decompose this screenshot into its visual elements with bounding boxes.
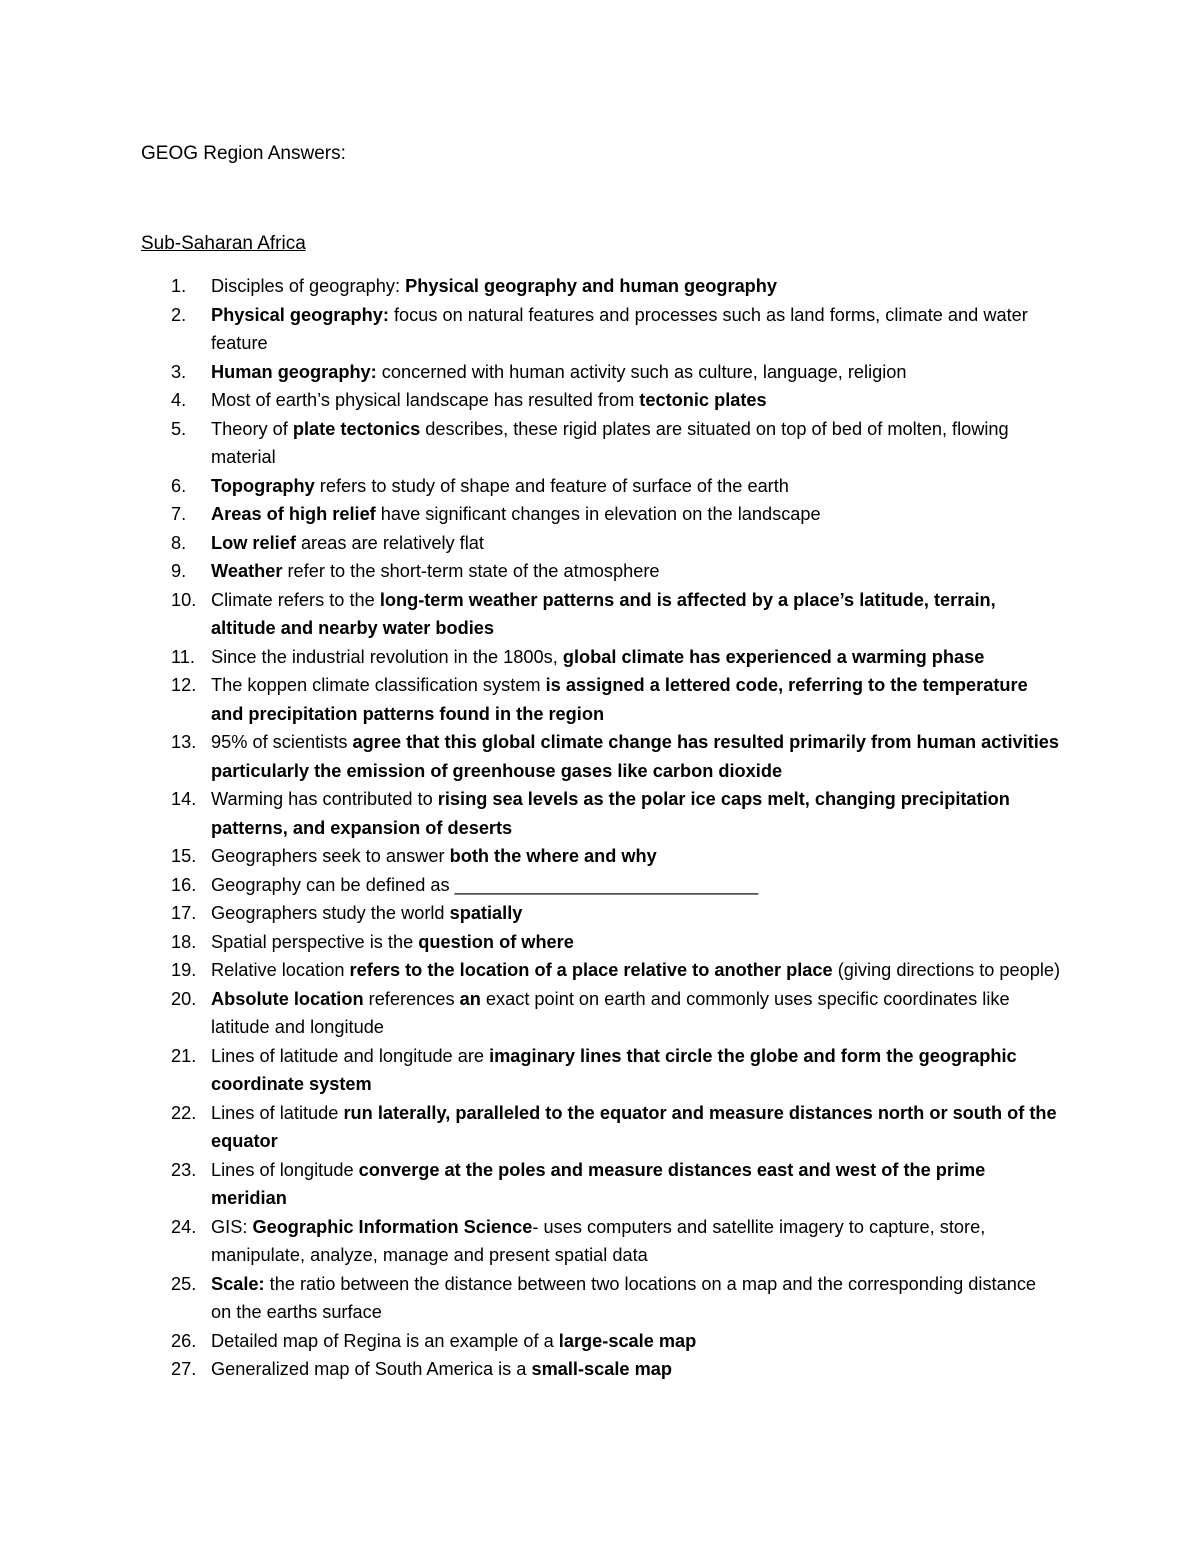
item-number: 3. xyxy=(171,361,187,382)
item-number: 20. xyxy=(171,988,197,1009)
item-number: 18. xyxy=(171,931,197,952)
list-item xyxy=(141,842,1061,871)
list-item xyxy=(141,1355,1061,1384)
item-text-bold: agree that this global climate change has resulted primarily from human activities particularly the emission of greenhouse gases like carbon dioxide xyxy=(211,732,1060,781)
item-text: Relative location xyxy=(211,960,350,980)
item-text: Lines of longitude xyxy=(211,1159,359,1180)
list-item xyxy=(141,557,1061,586)
item-number: 14. xyxy=(171,789,197,809)
item-number: 21. xyxy=(171,1045,197,1066)
list-item xyxy=(141,301,1061,358)
item-text-bold: Physical geography: xyxy=(211,304,389,325)
list-item xyxy=(141,272,1061,301)
list-item xyxy=(141,386,1061,415)
item-text-bold: imaginary lines that circle the globe and form the geographic coordinate system xyxy=(211,1045,1017,1094)
item-number: 16. xyxy=(171,874,197,895)
item-text-bold: spatially xyxy=(449,903,523,923)
item-text: Detailed map of Regina is an example of a xyxy=(211,1330,559,1351)
item-text: describes, these rigid plates are situated on top of bed of molten, flowing material xyxy=(211,418,1009,467)
item-text-bold: plate tectonics xyxy=(292,418,421,439)
list-item xyxy=(141,358,1061,387)
list-item xyxy=(141,472,1061,501)
item-text: focus on natural features and processes such as land forms, climate and water feature xyxy=(211,304,1028,353)
item-text: Warming has contributed to xyxy=(211,789,438,809)
list-item xyxy=(141,415,1061,472)
list-item xyxy=(141,586,1061,643)
item-number: 11. xyxy=(171,646,195,667)
item-number: 27. xyxy=(171,1359,197,1379)
list-item xyxy=(141,500,1061,529)
item-text-bold: small-scale map xyxy=(531,1359,672,1379)
item-text-bold: refers to the location of a place relative to another place xyxy=(349,960,833,980)
item-number: 22. xyxy=(171,1102,197,1123)
item-number: 26. xyxy=(171,1330,197,1351)
item-text: exact point on earth and commonly uses specific coordinates like latitude and longitude xyxy=(211,988,1010,1037)
list-item xyxy=(141,1156,1061,1213)
item-text: GIS: xyxy=(211,1216,253,1237)
item-text: 95% of scientists xyxy=(211,732,353,752)
list-item xyxy=(141,1099,1061,1156)
item-text: (giving directions to people) xyxy=(832,960,1061,980)
item-number: 8. xyxy=(171,532,187,553)
item-text: Climate refers to the xyxy=(211,589,380,610)
list-item xyxy=(141,1042,1061,1099)
item-text-bold: Low relief xyxy=(211,532,296,553)
item-text-bold: both the where and why xyxy=(449,846,657,866)
item-text: - uses computers and satellite imagery to capture, store, manipulate, analyze, manage and present spatial data xyxy=(211,1216,986,1265)
item-number: 23. xyxy=(171,1159,197,1180)
list-item xyxy=(141,671,1061,728)
answers-list xyxy=(141,272,1061,1384)
item-text: references xyxy=(363,988,460,1009)
item-text: refers to study of shape and feature of surface of the earth xyxy=(314,475,789,496)
item-text: Geography can be defined as ______________________________ xyxy=(211,874,759,895)
item-number: 9. xyxy=(171,561,187,581)
list-item xyxy=(141,1270,1061,1327)
item-number: 6. xyxy=(171,475,187,496)
section-heading: Sub-Saharan Africa xyxy=(141,233,306,254)
item-number: 7. xyxy=(171,504,187,524)
item-number: 17. xyxy=(171,903,197,923)
item-text-bold: Physical geography and human geography xyxy=(405,276,778,296)
item-number: 19. xyxy=(171,960,197,980)
list-item xyxy=(141,899,1061,928)
item-text: Theory of xyxy=(211,418,293,439)
item-number: 2. xyxy=(171,304,187,325)
item-text-bold: an xyxy=(459,988,481,1009)
item-text-bold: tectonic plates xyxy=(639,390,767,410)
item-text: Since the industrial revolution in the 1800s, xyxy=(211,646,563,667)
item-text-bold: run laterally, paralleled to the equator and measure distances north or south of the equator xyxy=(211,1102,1057,1151)
item-text: concerned with human activity such as culture, language, religion xyxy=(376,361,907,382)
item-number: 24. xyxy=(171,1216,197,1237)
item-text-bold: Absolute location xyxy=(211,988,364,1009)
item-text: refer to the short-term state of the atmosphere xyxy=(282,561,660,581)
list-item xyxy=(141,956,1061,985)
item-text: Geographers study the world xyxy=(211,903,450,923)
item-text-bold: Scale: xyxy=(211,1273,265,1294)
list-item xyxy=(141,928,1061,957)
list-item xyxy=(141,1327,1061,1356)
item-text: areas are relatively flat xyxy=(295,532,484,553)
item-number: 15. xyxy=(171,846,197,866)
item-text-bold: Geographic Information Science xyxy=(252,1216,533,1237)
item-number: 1. xyxy=(171,276,187,296)
item-number: 25. xyxy=(171,1273,197,1294)
item-text-bold: is assigned a lettered code, referring to the temperature and precipitation patterns found in the region xyxy=(211,675,1028,724)
item-text: Generalized map of South America is a xyxy=(211,1359,532,1379)
item-text-bold: Topography xyxy=(211,475,315,496)
item-text: Geographers seek to answer xyxy=(211,846,450,866)
item-text-bold: long-term weather patterns and is affected by a place’s latitude, terrain, altitude and nearby water bodies xyxy=(211,589,996,638)
list-item xyxy=(141,871,1061,900)
item-number: 4. xyxy=(171,390,187,410)
item-number: 10. xyxy=(171,589,197,610)
item-number: 13. xyxy=(171,732,197,752)
item-text: Most of earth’s physical landscape has resulted from xyxy=(211,390,640,410)
list-item xyxy=(141,529,1061,558)
list-item xyxy=(141,1213,1061,1270)
list-item xyxy=(141,985,1061,1042)
item-text: Lines of latitude xyxy=(211,1102,344,1123)
document-title: GEOG Region Answers: xyxy=(141,143,346,164)
item-text-bold: Areas of high relief xyxy=(211,504,376,524)
item-text-bold: Human geography: xyxy=(211,361,377,382)
list-item xyxy=(141,643,1061,672)
item-text: Disciples of geography: xyxy=(211,276,406,296)
item-text: the ratio between the distance between two locations on a map and the corresponding distance on the earths surface xyxy=(211,1273,1037,1322)
item-number: 12. xyxy=(171,675,197,695)
item-text-bold: rising sea levels as the polar ice caps melt, changing precipitation patterns, and expansion of deserts xyxy=(211,789,1010,838)
item-text: Spatial perspective is the xyxy=(211,931,419,952)
item-text-bold: Weather xyxy=(211,561,283,581)
item-text-bold: large-scale map xyxy=(558,1330,697,1351)
item-text-bold: question of where xyxy=(418,931,574,952)
list-item xyxy=(141,785,1061,842)
item-text-bold: converge at the poles and measure distances east and west of the prime meridian xyxy=(211,1159,986,1208)
item-number: 5. xyxy=(171,418,187,439)
item-text-bold: global climate has experienced a warming phase xyxy=(562,646,985,667)
document-page xyxy=(141,140,1061,1384)
item-text: have significant changes in elevation on the landscape xyxy=(375,504,821,524)
item-text: Lines of latitude and longitude are xyxy=(211,1045,490,1066)
item-text: The koppen climate classification system xyxy=(211,675,546,695)
list-item xyxy=(141,728,1061,785)
